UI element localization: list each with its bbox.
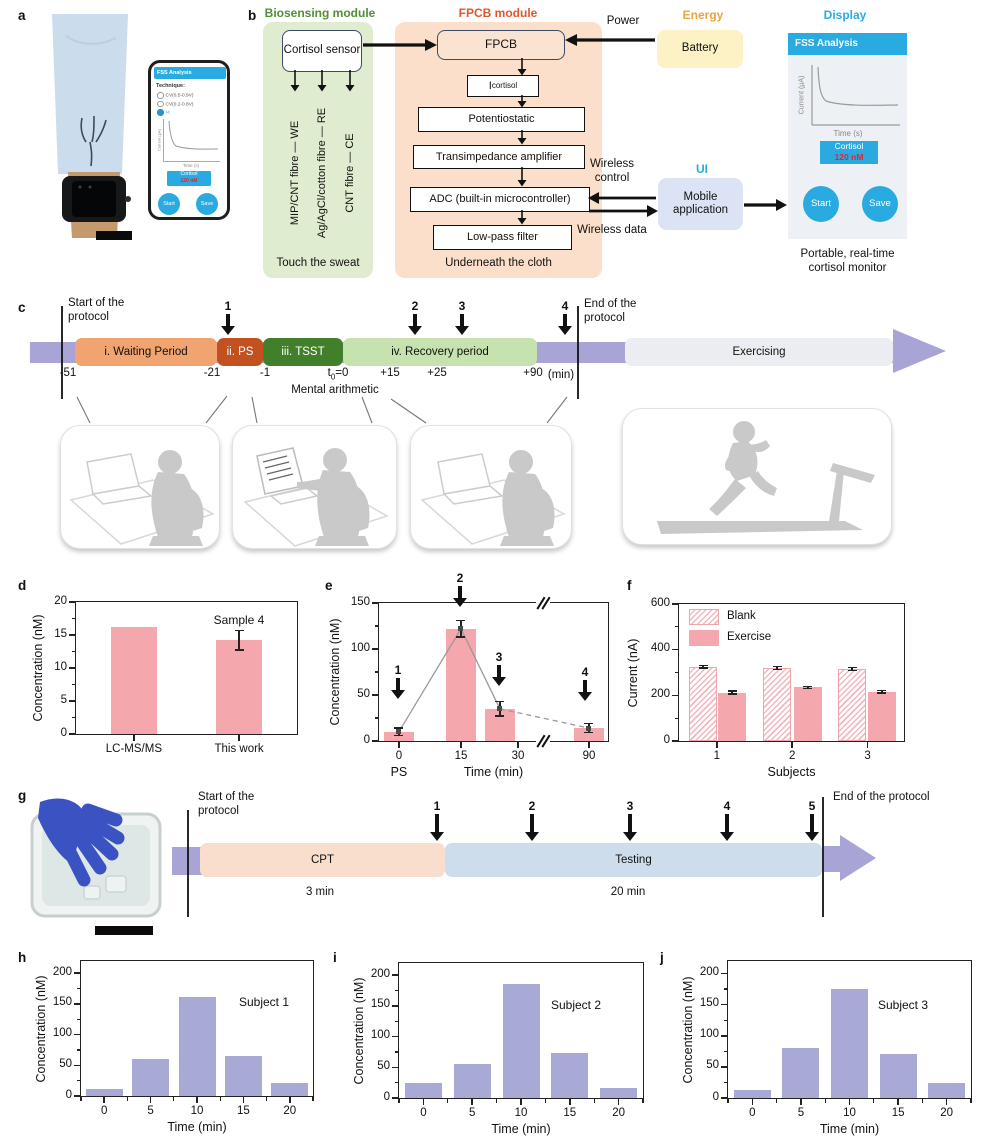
bar	[551, 1053, 588, 1098]
x-tick-label: LC-MS/MS	[105, 743, 162, 755]
y-tick-label: 10	[54, 660, 67, 673]
data-point	[396, 729, 401, 734]
fpcb-caption: Underneath the cloth	[445, 257, 552, 269]
numbered-arrow-marker: 1	[426, 800, 448, 832]
minutes-unit-label: (min)	[547, 369, 575, 381]
bar	[179, 997, 216, 1096]
y-tick-label: 20	[54, 594, 67, 607]
y-tick-label: 0	[712, 1090, 719, 1103]
amperometry-mini-chart	[163, 119, 220, 162]
x-tick-label: 15	[236, 1105, 250, 1117]
bar	[454, 1064, 491, 1098]
bar	[600, 1088, 637, 1098]
radio-icon	[157, 92, 164, 99]
biosensing-caption: Touch the sweat	[276, 257, 360, 269]
battery-box: Battery	[657, 30, 743, 68]
ui-title: UI	[696, 162, 708, 176]
chart-f	[626, 596, 905, 779]
x-tick-label: 5	[797, 1107, 805, 1119]
x-axis-label: Time (min)	[491, 1122, 551, 1136]
cold-pressor-photo-illustration	[26, 798, 166, 932]
start-button: Start	[158, 193, 180, 215]
bar	[405, 1083, 442, 1098]
mobile-application-box: Mobile application	[658, 178, 743, 230]
legend-label: Exercise	[727, 631, 772, 643]
electrode-we-label: MIP/CNT fibre — WE	[289, 120, 301, 226]
time-tick: +15	[380, 367, 400, 379]
numbered-arrow-marker: 3	[451, 300, 473, 326]
chart-annotation: Sample 4	[213, 613, 265, 627]
y-tick-label: 0	[363, 733, 370, 746]
bar	[271, 1083, 308, 1096]
chart-h	[34, 960, 314, 1134]
electrode-re-label: Ag/AgCl/cotton fibre — RE	[316, 107, 328, 239]
x-tick-label: 2	[788, 750, 796, 762]
data-point	[458, 626, 463, 631]
wireless-data-label: Wireless data	[577, 224, 647, 236]
x-tick-label: 30	[511, 750, 525, 762]
app-header: FSS Analysis	[154, 67, 226, 79]
cortisol-sensor-box: Cortisol sensor	[282, 30, 362, 72]
bar	[718, 693, 746, 741]
x-tick-label: 15	[891, 1107, 905, 1119]
y-axis-label: Concentration (nM)	[681, 976, 695, 1083]
bar	[689, 667, 717, 741]
timeline-c-end-label: End of the protocol	[584, 298, 637, 324]
y-tick-label: 0	[383, 1090, 390, 1103]
legend-swatch	[689, 630, 719, 646]
timeline-segment: ii. PS	[217, 338, 263, 366]
x-tick-label: 5	[147, 1105, 154, 1117]
cortisol-readout: Cortisol 120 nM	[167, 171, 211, 186]
timeline-segment: iv. Recovery period	[343, 338, 537, 366]
y-tick-label: 100	[699, 1028, 719, 1041]
cpt-duration: 3 min	[305, 886, 335, 898]
recovery-sketch	[410, 425, 572, 549]
y-tick-label: 200	[699, 965, 719, 978]
lowpass-filter-box: Low-pass filter	[433, 225, 572, 250]
y-tick-label: 50	[706, 1059, 719, 1072]
treadmill-runner-illustration	[623, 409, 891, 544]
x-tick-label: 20	[612, 1107, 625, 1119]
bar	[794, 687, 822, 741]
numbered-arrow-marker: 1	[217, 300, 239, 326]
data-point	[497, 706, 502, 711]
time-tick: -51	[59, 367, 77, 379]
arm-wearable-illustration	[20, 6, 150, 246]
scale-bar	[96, 231, 132, 240]
panel-label-h: h	[18, 950, 27, 965]
bar	[225, 1056, 262, 1097]
timeline-segment: Testing	[445, 843, 822, 877]
y-tick-label: 5	[60, 693, 67, 706]
x-tick-label: 3	[864, 750, 871, 762]
numbered-arrow-marker: 3	[619, 800, 641, 832]
y-axis-label: Concentration (nM)	[328, 618, 342, 726]
app-header: FSS Analysis	[788, 33, 907, 55]
timeline-g-band-end	[824, 846, 842, 872]
panel-label-d: d	[18, 578, 27, 593]
chart-annotation: Subject 2	[550, 998, 602, 1012]
chart-j	[681, 960, 972, 1136]
y-tick-label: 400	[650, 642, 670, 655]
numbered-arrow-marker: 4	[574, 666, 596, 692]
y-tick-label: 50	[377, 1059, 390, 1072]
time-tick: +25	[427, 367, 447, 379]
axis-break	[536, 597, 550, 609]
timeline-segment: i. Waiting Period	[75, 338, 217, 366]
technique-option: CV(0.5-0.9V)	[157, 92, 194, 100]
numbered-arrow-marker: 4	[716, 800, 738, 832]
person-at-desk-illustration	[411, 426, 571, 548]
y-tick-label: 100	[52, 1027, 72, 1040]
amperometry-chart	[810, 65, 902, 129]
bar	[868, 692, 896, 741]
y-tick-label: 200	[650, 687, 670, 700]
timeline-segment: Exercising	[625, 338, 893, 366]
radio-icon	[157, 101, 164, 108]
y-axis-label: Concentration (nM)	[34, 975, 48, 1082]
numbered-arrow-marker: 1	[387, 664, 409, 690]
bar	[132, 1059, 169, 1096]
start-button: Start	[803, 186, 839, 222]
x-tick-label: 0	[749, 1107, 756, 1119]
power-label: Power	[606, 15, 640, 27]
energy-title: Energy	[682, 8, 724, 22]
transimpedance-box: Transimpedance amplifier	[413, 145, 585, 169]
x-tick-label: 20	[940, 1107, 954, 1119]
x-tick-label: 10	[514, 1107, 528, 1119]
display-title: Display	[823, 8, 867, 22]
chart-d	[31, 594, 298, 755]
chart-annotation: Subject 3	[877, 998, 929, 1012]
x-axis-sublabel: PS	[390, 765, 408, 779]
display-phone-mock	[788, 33, 907, 239]
time-tick: -1	[259, 367, 271, 379]
panel-label-a: a	[18, 8, 26, 23]
y-tick-label: 50	[59, 1057, 72, 1070]
potentiostatic-box: Potentiostatic	[418, 107, 585, 132]
panel-label-c: c	[18, 300, 26, 315]
wireless-control-label: Wireless control	[589, 158, 635, 184]
numbered-arrow-marker: 2	[404, 300, 426, 326]
radio-checked-icon	[157, 109, 164, 116]
cortisol-value: 120 nM	[180, 178, 198, 184]
bar	[763, 668, 791, 741]
cortisol-readout: Cortisol 120 nM	[820, 141, 878, 164]
numbered-arrow-marker: 2	[449, 572, 471, 598]
chart-annotation: Subject 1	[238, 995, 290, 1009]
y-axis-label: Concentration (nM)	[31, 614, 45, 722]
exercising-sketch	[622, 408, 892, 545]
person-at-desk-illustration	[61, 426, 219, 548]
save-button: Save	[196, 193, 218, 215]
y-tick-label: 150	[370, 998, 390, 1011]
y-tick-label: 100	[350, 641, 370, 654]
y-tick-label: 150	[699, 997, 719, 1010]
legend-swatch	[689, 609, 719, 625]
timeline-g-start-label: Start of the protocol	[198, 791, 255, 817]
y-tick-label: 0	[663, 733, 670, 746]
chart-xlabel: Time (s)	[833, 129, 863, 138]
cortisol-value: 120 nM	[834, 152, 864, 162]
x-tick-label: 20	[283, 1105, 297, 1117]
scale-bar	[95, 926, 153, 935]
x-tick-label: This work	[214, 743, 264, 755]
i-cortisol-box: I cortisol	[467, 75, 539, 97]
y-axis-label: Concentration (nM)	[352, 977, 366, 1084]
numbered-arrow-marker: 4	[554, 300, 576, 326]
x-tick-label: 10	[190, 1105, 204, 1117]
axis-break	[536, 735, 550, 747]
y-tick-label: 600	[650, 596, 670, 609]
panel-label-j: j	[660, 950, 664, 965]
bar	[928, 1083, 965, 1098]
timeline-c-start-label: Start of the protocol	[68, 297, 125, 323]
x-axis-label: Time (min)	[819, 1122, 880, 1136]
y-axis-label: Current (nA)	[626, 638, 640, 707]
panel-label-i: i	[333, 950, 337, 965]
display-caption: Portable, real-time cortisol monitor	[800, 248, 895, 275]
panel-label-e: e	[325, 578, 333, 593]
biosensing-module-title: Biosensing module	[264, 6, 376, 20]
x-tick-label: 15	[563, 1107, 577, 1119]
legend-label: Blank	[727, 610, 756, 622]
technique-option: CV(0.2-0.8V)	[157, 101, 194, 109]
timeline-segment: CPT	[200, 843, 445, 877]
bar	[734, 1090, 771, 1098]
x-tick-label: 0	[101, 1105, 108, 1117]
y-tick-label: 100	[370, 1029, 390, 1042]
timeline-segment: iii. TSST	[263, 338, 343, 366]
panel-label-b: b	[248, 8, 257, 23]
bar	[880, 1054, 917, 1098]
y-tick-label: 0	[60, 726, 67, 739]
mental-arithmetic-label: Mental arithmetic	[291, 384, 379, 396]
x-tick-label: 5	[468, 1107, 476, 1119]
bar	[831, 989, 868, 1098]
person-mental-arithmetic-illustration	[233, 426, 396, 548]
technique-option-selected: I-t	[157, 109, 170, 117]
technique-label: Technique:	[156, 83, 185, 89]
x-tick-label: 1	[713, 750, 720, 762]
bar	[838, 669, 866, 741]
bar	[782, 1048, 819, 1098]
y-tick-label: 150	[52, 996, 72, 1009]
fpcb-box: FPCB	[437, 30, 565, 60]
x-axis-label: Time (min)	[167, 1120, 227, 1134]
numbered-arrow-marker: 2	[521, 800, 543, 832]
data-point	[586, 726, 591, 731]
x-tick-label: 15	[454, 750, 468, 762]
time-tick: -21	[203, 367, 221, 379]
tsst-sketch	[232, 425, 397, 549]
panel-label-g: g	[18, 788, 27, 803]
mini-chart-ylabel: Current (µA)	[156, 128, 162, 152]
smartphone-app-photo	[148, 60, 230, 220]
x-axis-label: Subjects	[767, 765, 816, 779]
chart-ylabel: Current (µA)	[798, 75, 806, 115]
x-tick-label: 10	[843, 1107, 856, 1119]
bar	[503, 984, 540, 1098]
numbered-arrow-marker: 5	[801, 800, 823, 832]
time-tick: +90	[523, 367, 543, 379]
x-tick-label: 90	[582, 750, 596, 762]
testing-duration: 20 min	[610, 886, 646, 898]
fpcb-module-title: FPCB module	[458, 6, 538, 20]
timeline-g-end-label: End of the protocol	[833, 791, 930, 803]
y-tick-label: 200	[52, 965, 72, 978]
bar	[216, 640, 262, 734]
electrode-ce-label: CNT fibre — CE	[344, 133, 356, 213]
save-button: Save	[862, 186, 898, 222]
y-tick-label: 50	[357, 687, 370, 700]
y-tick-label: 15	[54, 627, 67, 640]
x-axis-label: Time (min)	[463, 765, 524, 779]
chart-i	[352, 962, 644, 1136]
x-tick-label: 0	[420, 1107, 427, 1119]
bar	[111, 627, 157, 734]
adc-box: ADC (built-in microcontroller)	[410, 187, 590, 212]
numbered-arrow-marker: 3	[488, 651, 510, 677]
bar	[86, 1089, 123, 1096]
time-tick: $t_0=0$	[327, 367, 349, 382]
mini-chart-xlabel: Time (s)	[182, 163, 200, 168]
y-tick-label: 200	[370, 967, 390, 980]
waiting-sketch	[60, 425, 220, 549]
panel-label-f: f	[627, 578, 632, 593]
y-tick-label: 0	[65, 1088, 72, 1101]
x-tick-label: 0	[395, 750, 403, 762]
timeline-g-band-start	[172, 847, 202, 875]
y-tick-label: 150	[350, 595, 370, 608]
